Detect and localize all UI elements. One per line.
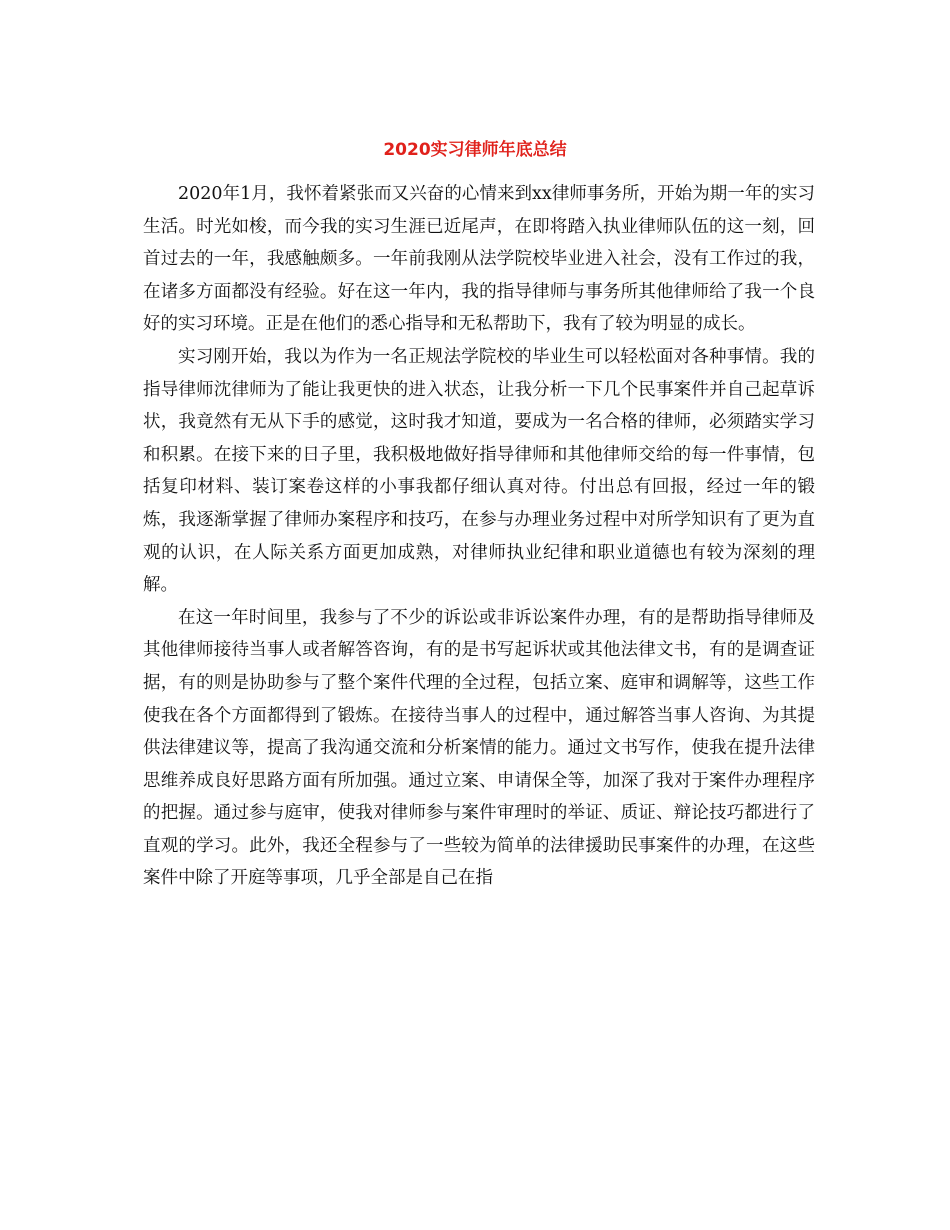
document-title: 2020实习律师年底总结 <box>383 140 567 160</box>
paragraph: 2020年1月，我怀着紧张而又兴奋的心情来到xx律师事务所，开始为期一年的实习生活。时光如梭，而今我的实习生涯已近尾声，在即将踏入执业律师队伍的这一刻，回首过去的一年，我感触颇多。一年前我刚从法学院校毕业进入社会，没有工作过的我，在诸多方面都没有经验。好在这一年内，我的指导律师与事务所其他律师给了我一个良好的实习环境。正是在他们的悉心指导和无私帮助下，我有了较为明显的成长。 <box>143 184 815 335</box>
document-body <box>143 178 815 895</box>
paragraph: 实习刚开始，我以为作为一名正规法学院校的毕业生可以轻松面对各种事情。我的指导律师沈律师为了能让我更快的进入状态，让我分析一下几个民事案件并自己起草诉状，我竟然有无从下手的感觉，这时我才知道，要成为一名合格的律师，必须踏实学习和积累。在接下来的日子里，我积极地做好指导律师和其他律师交给的每一件事情，包括复印材料、装订案卷这样的小事我都仔细认真对待。付出总有回报，经过一年的锻炼，我逐渐掌握了律师办案程序和技巧，在参与办理业务过程中对所学知识有了更为直观的认识，在人际关系方面更加成熟，对律师执业纪律和职业道德也有较为深刻的理解。 <box>143 346 815 596</box>
paragraph: 在这一年时间里，我参与了不少的诉讼或非诉讼案件办理，有的是帮助指导律师及其他律师接待当事人或者解答咨询，有的是书写起诉状或其他法律文书，有的是调查证据，有的则是协助参与了整个案件代理的全过程，包括立案、庭审和调解等，这些工作使我在各个方面都得到了锻炼。在接待当事人的过程中，通过解答当事人咨询、为其提供法律建议等，提高了我沟通交流和分析案情的能力。通过文书写作，使我在提升法律思维养成良好思路方面有所加强。通过立案、申请保全等，加深了我对于案件办理程序的把握。通过参与庭审，使我对律师参与案件审理时的举证、质证、辩论技巧都进行了直观的学习。此外，我还全程参与了一些较为简单的法律援助民事案件的办理，在这些案件中除了开庭等事项，几乎全部是自己在指 <box>143 607 815 889</box>
